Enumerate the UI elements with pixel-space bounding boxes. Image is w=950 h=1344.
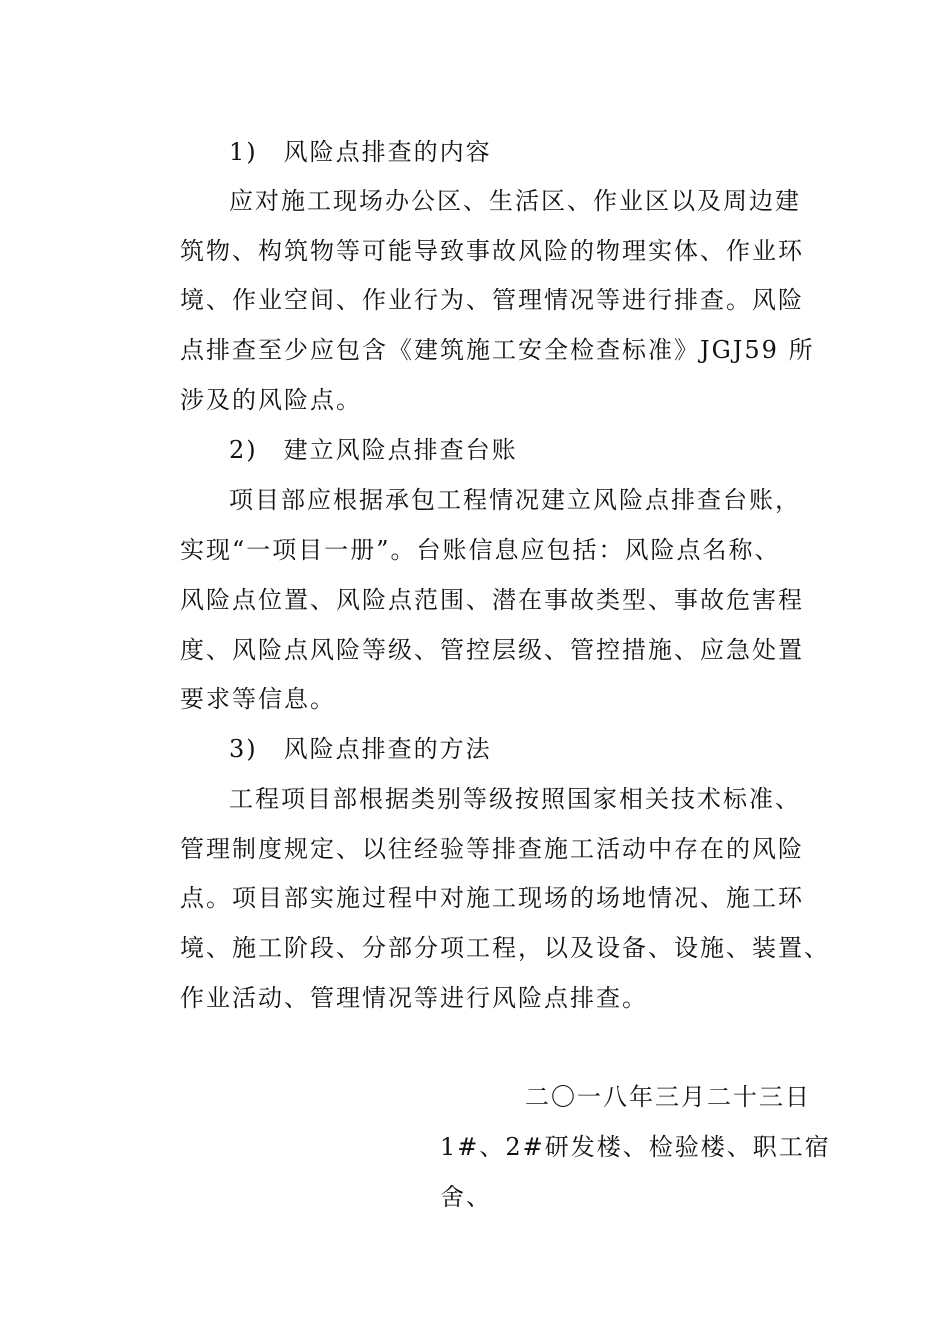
signature-project-line-2: 舍、 (440, 1183, 492, 1211)
section-1-line-5: 涉及的风险点。 (180, 386, 362, 414)
section-3-line-1: 工程项目部根据类别等级按照国家相关技术标准、 (229, 785, 801, 813)
section-1-line-3: 境、作业空间、作业行为、管理情况等进行排查。风险 (180, 286, 804, 314)
section-2-line-2: 实现“一项目一册”。台账信息应包括：风险点名称、 (180, 536, 781, 564)
section-1-heading: 1) 风险点排查的内容 (229, 138, 492, 166)
section-2-line-1: 项目部应根据承包工程情况建立风险点排查台账， (229, 486, 801, 514)
section-1-line-4: 点排查至少应包含《建筑施工安全检查标准》JGJ59 所 (180, 336, 815, 364)
section-1-line-2: 筑物、构筑物等可能导致事故风险的物理实体、作业环 (180, 237, 804, 265)
section-3-line-3: 点。项目部实施过程中对施工现场的场地情况、施工环 (180, 884, 804, 912)
section-3-line-5: 作业活动、管理情况等进行风险点排查。 (180, 984, 648, 1012)
section-2-line-4: 度、风险点风险等级、管控层级、管控措施、应急处置 (180, 636, 804, 664)
section-3-line-4: 境、施工阶段、分部分项工程，以及设备、设施、装置、 (180, 934, 830, 962)
section-3-line-2: 管理制度规定、以往经验等排查施工活动中存在的风险 (180, 835, 804, 863)
section-2-line-5: 要求等信息。 (180, 685, 336, 713)
section-2-line-3: 风险点位置、风险点范围、潜在事故类型、事故危害程 (180, 586, 804, 614)
section-1-line-1: 应对施工现场办公区、生活区、作业区以及周边建 (229, 187, 801, 215)
signature-date: 二〇一八年三月二十三日 (525, 1083, 811, 1111)
section-3-heading: 3) 风险点排查的方法 (229, 735, 492, 763)
section-2-heading: 2) 建立风险点排查台账 (229, 436, 518, 464)
signature-project-line-1: 1#、2#研发楼、检验楼、职工宿 (440, 1133, 831, 1161)
